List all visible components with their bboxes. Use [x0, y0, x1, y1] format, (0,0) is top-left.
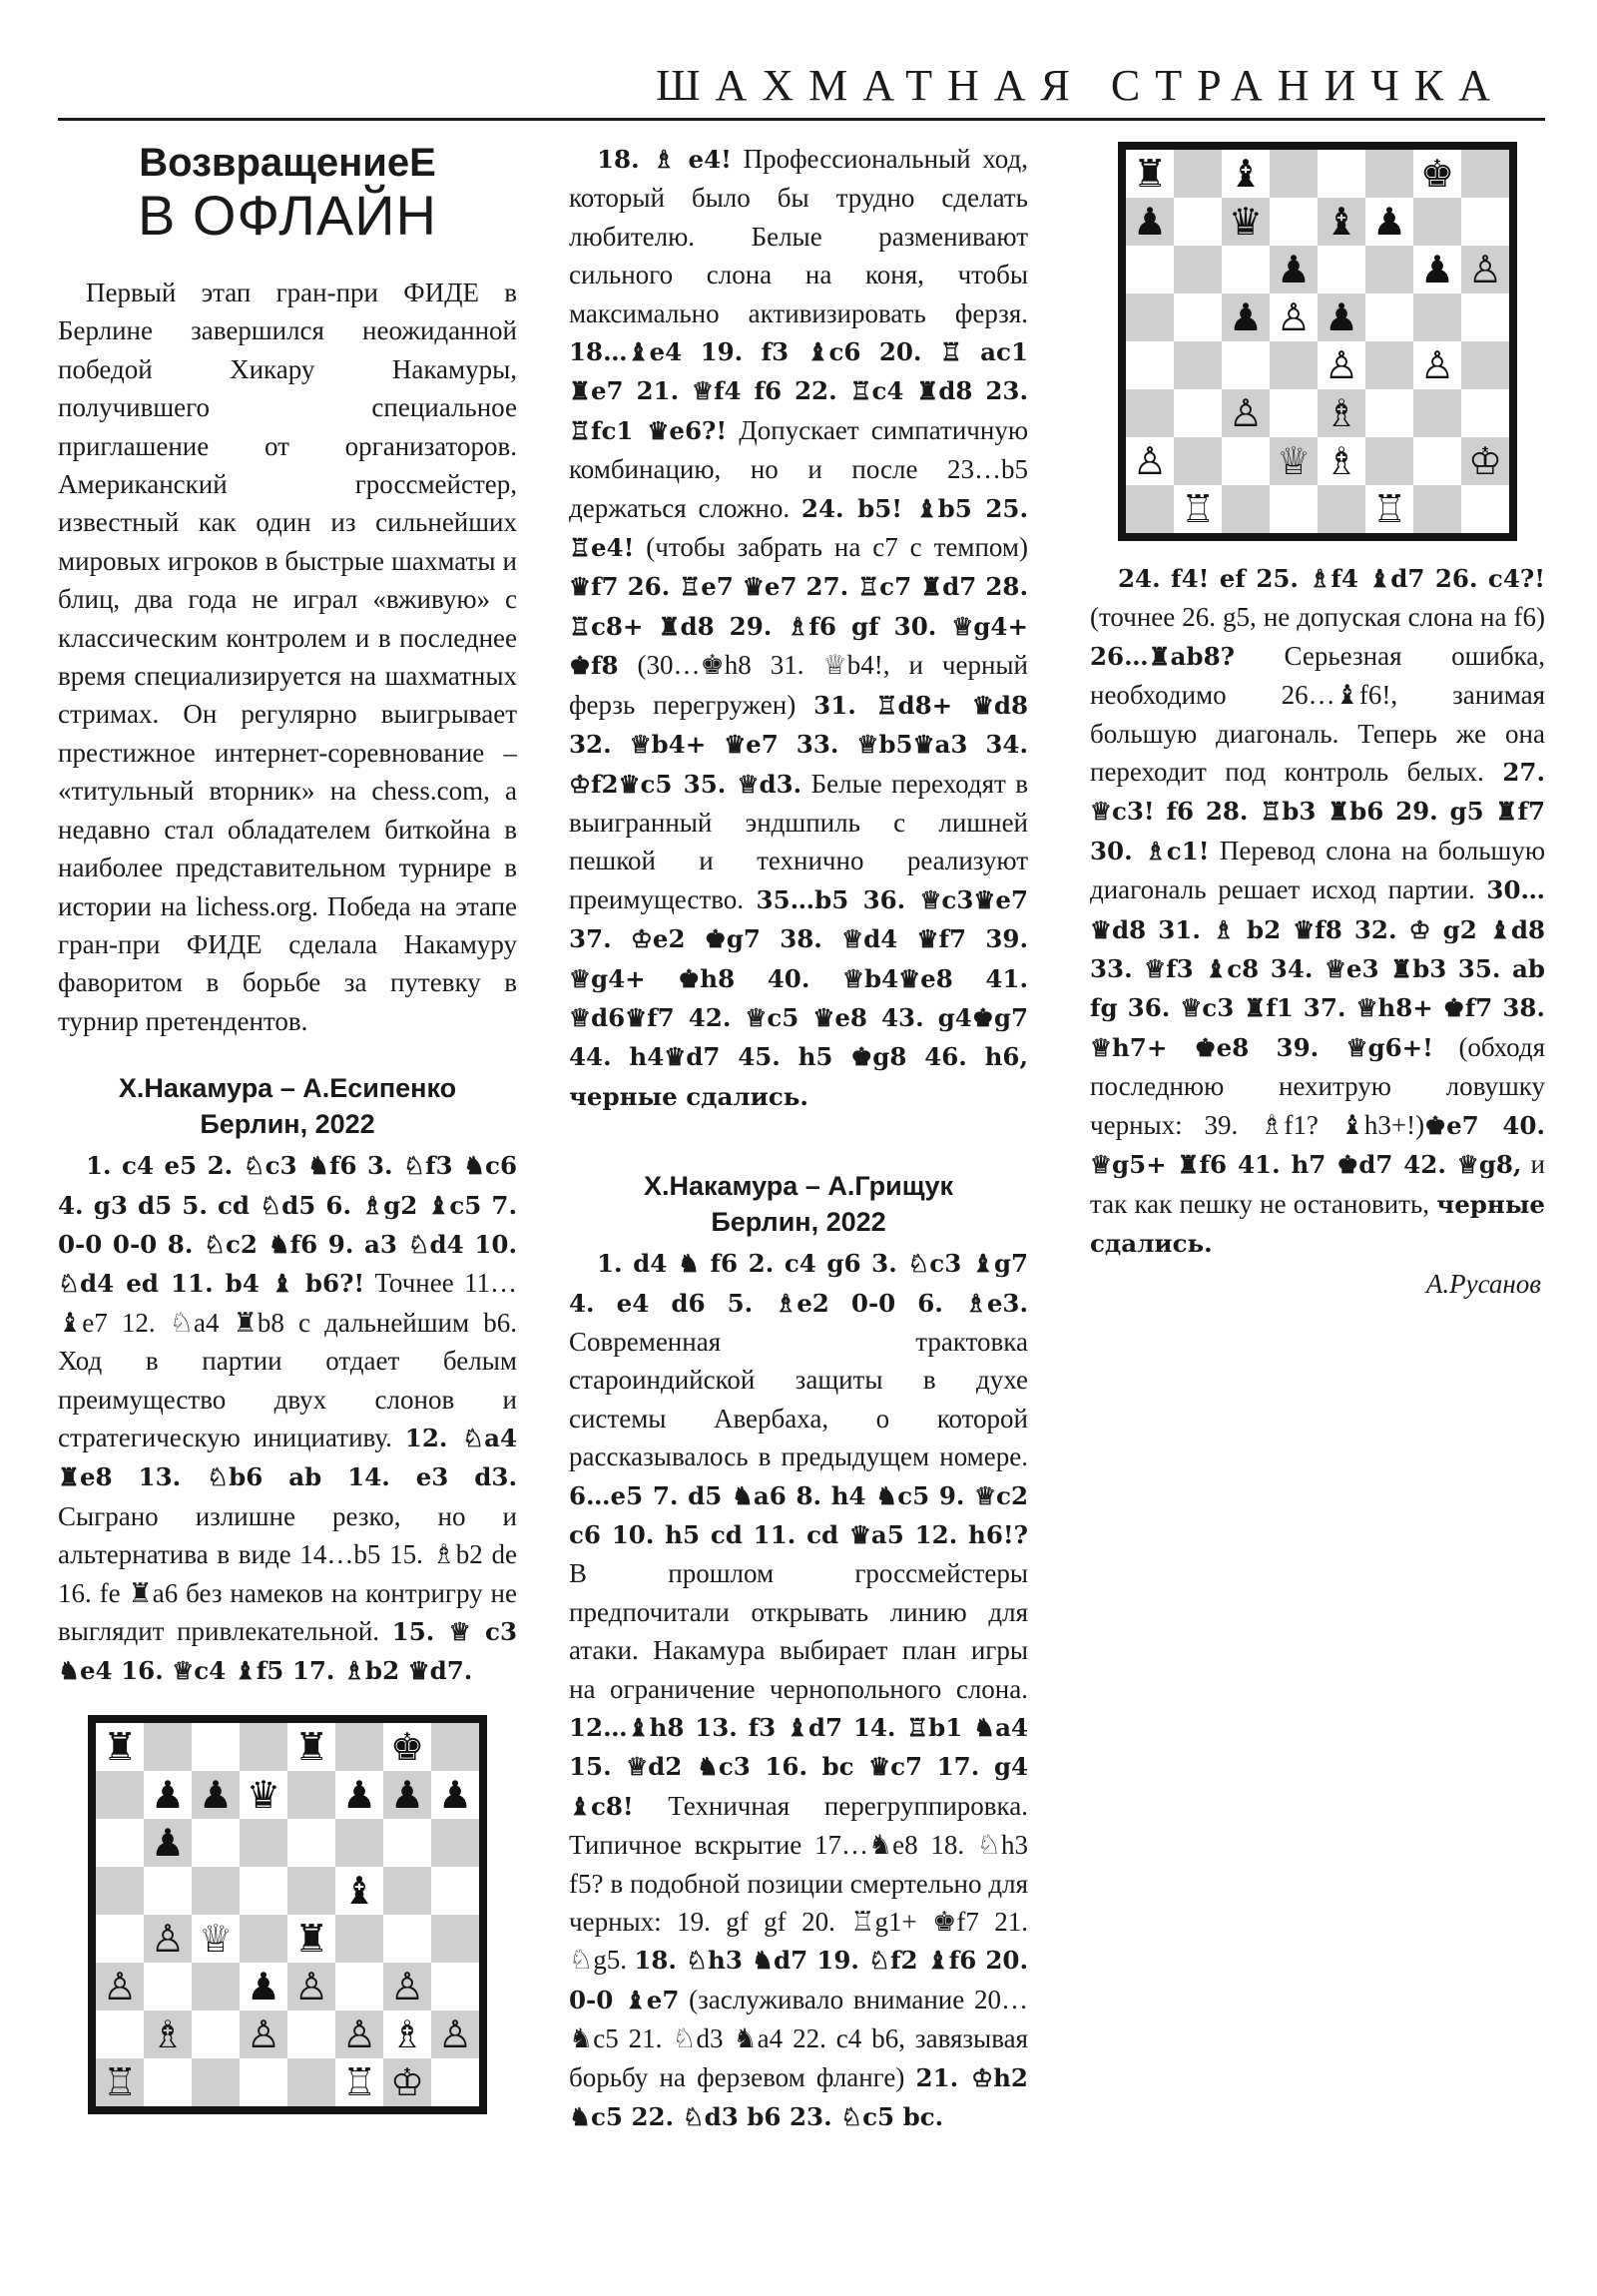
article-headline: В ОФЛАЙН: [138, 184, 437, 247]
board-square: [1126, 389, 1174, 437]
chess-piece: ♖: [1365, 485, 1413, 533]
board-square: [1461, 341, 1509, 389]
board-square: [1318, 150, 1365, 198]
board-square: [287, 2010, 335, 2058]
board-square: [1413, 293, 1461, 341]
move-text: 30…♛d8 31. ♗ b2 ♛f8 32. ♔ g2 ♝d8 33. ♕f3 ♝c8 34. ♕e3 ♜b3 35. ab fg 36. ♕c3 ♜f1 37. ♕h8+ ♚f7 38. ♕h7+ ♚e8 39. ♕g6+!: [1090, 875, 1545, 1062]
comment-text: (обходя последнюю нехитрую ловушку черных: 39. ♗f1? ♝h3+!): [1090, 1031, 1545, 1140]
chess-piece: ♟: [1270, 246, 1318, 293]
move-text: 21. ♔h2 ♞c5 22. ♘d3 b6 23. ♘c5 bc.: [569, 2062, 1028, 2132]
board-square: [431, 1963, 479, 2010]
board-square: [383, 1819, 431, 1867]
chess-piece: ♟: [1318, 293, 1365, 341]
move-text: 6…e5 7. d5 ♞a6 8. h4 ♞c5 9. ♕c2 c6 10. h5 cd 11. cd ♛a5 12. h6!?: [569, 1480, 1028, 1549]
chess-piece: ♜: [96, 1723, 144, 1771]
comment-text: Серьезная ошибка, необходимо 26…♝f6!, занимая большую диагональ. Теперь же она переходит под контроль белых.: [1090, 640, 1545, 788]
board-square: [240, 1819, 287, 1867]
move-text: 18…♝e4 19. f3 ♝c6 20. ♖ ac1 ♜e7 21. ♕f4 f6 22. ♖c4 ♜d8 23. ♖fc1 ♛e6?!: [569, 337, 1028, 445]
board-square: [1413, 485, 1461, 533]
board-square: [144, 2058, 192, 2106]
board-square: [96, 1819, 144, 1867]
board-square: [1318, 485, 1365, 533]
board-square: [240, 1867, 287, 1915]
board-square: [1413, 389, 1461, 437]
board-square: [96, 1771, 144, 1819]
move-text: 24. b5! ♝b5 25. ♖e4!: [569, 493, 1028, 563]
game2-heading: [569, 1168, 1028, 1240]
move-text: 31. ♖d8+ ♛d8 32. ♕b4+ ♛e7 33. ♕b5♛a3 34. ♔f2♛c5 35. ♕d3.: [569, 690, 1028, 799]
chess-piece: ♙: [1461, 246, 1509, 293]
game2-place: Берлин, 2022: [711, 1207, 886, 1238]
chess-piece: ♕: [1270, 437, 1318, 485]
chess-board: [1118, 142, 1517, 541]
move-text: ♚e7 40. ♕g5+ ♜f6 41. h7 ♚d7 42. ♕g8,: [1090, 1110, 1545, 1180]
chess-piece: ♟: [1365, 198, 1413, 246]
chess-piece: ♗: [144, 2010, 192, 2058]
comment-text: (30…♚h8 31. ♕b4!, и черный ферзь перегружен): [569, 650, 1028, 720]
board-square: [240, 1915, 287, 1963]
board-square: [192, 2010, 240, 2058]
move-text: 24. f4! ef 25. ♗f4 ♝d7 26. c4?!: [1118, 564, 1545, 593]
move-text: 1. c4 e5 2. ♘c3 ♞f6 3. ♘f3 ♞c6 4. g3 d5 5. cd ♘d5 6. ♗g2 ♝c5 7. 0-0 0-0 8. ♘c2 ♞f6 9. a3 ♘d4 10. ♘d4 ed 11. b4 ♝ b6?!: [58, 1151, 517, 1299]
game1-continuation: [569, 140, 1028, 1116]
page-header: [58, 58, 1545, 121]
chess-piece: ♖: [1174, 485, 1222, 533]
board-square: [192, 1963, 240, 2010]
board-square: [1461, 389, 1509, 437]
board-square: [1126, 341, 1174, 389]
board-square: [192, 2058, 240, 2106]
chess-piece: ♟: [431, 1771, 479, 1819]
chess-piece: ♙: [383, 1963, 431, 2010]
game2-continuation: [1090, 559, 1545, 1263]
board-square: [1174, 246, 1222, 293]
comment-text: Техничная перегруппировка. Типичное вскрытие 17…♞e8 18. ♘h3 f5? в подобной позиции смертельно для черных: 19. gf gf 20. ♖g1+ ♚f7 21. ♘g5.: [569, 1790, 1028, 1976]
comment-text: и так как пешку не остановить,: [1090, 1149, 1545, 1219]
move-text: 35…b5 36. ♕c3♛e7 37. ♔e2 ♚g7 38. ♕d4 ♛f7 39. ♕g4+ ♚h8 40. ♕b4♛e8 41. ♕d6♛f7 42. ♕c5 ♛e8 43. g4♚g7 44. h4♛d7 45. h5 ♚g8 46. h6, черные сдались.: [569, 884, 1028, 1111]
board-square: [96, 1867, 144, 1915]
board-square: [1365, 150, 1413, 198]
chess-piece: ♙: [1222, 389, 1270, 437]
board-square: [287, 1867, 335, 1915]
move-text: 18. ♘h3 ♞d7 19. ♘f2 ♝f6 20. 0-0 ♝e7: [569, 1946, 1028, 2014]
chess-piece: ♚: [383, 1723, 431, 1771]
intro-text: Первый этап гран-при ФИДЕ в Берлине завершился неожиданной победой Хикару Накамуры, получившего специальное приглашение от организаторов. Американский гроссмейстер, известный как один из сильнейших мировых игроков в быстрые шахматы и блиц, два года не играл «вживую» с классическим контролем и в последнее время специализируется на шахматных стримах. Он регулярно выигрывает престижное интернет-соревнование – «титульный вторник» на chess.com, а недавно стал обладателем биткойна в наиболее представительном турнире в истории на lichess.org. Победа на этапе гран-при ФИДЕ сделала Накамуру фаворитом в борьбе за путевку в турнир претендентов.: [58, 278, 517, 1036]
board-square: [1365, 246, 1413, 293]
chess-piece: ♙: [1126, 437, 1174, 485]
chess-piece: ♛: [240, 1771, 287, 1819]
move-text: 27. ♕c3! f6 28. ♖b3 ♜b6 29. g5 ♜f7 30. ♗c1!: [1090, 758, 1545, 865]
comment-text: Современная трактовка староиндийской защиты в духе системы Авербаха, о которой рассказывалось в предыдущем номере.: [569, 1326, 1028, 1472]
column-1: [58, 140, 517, 2132]
board-square: [431, 1915, 479, 1963]
board-square: [1461, 485, 1509, 533]
chess-piece: ♖: [335, 2058, 383, 2106]
board-square: [1222, 341, 1270, 389]
chess-piece: ♙: [144, 1915, 192, 1963]
chess-piece: ♝: [1318, 198, 1365, 246]
chess-piece: ♗: [1318, 437, 1365, 485]
chess-piece: ♝: [335, 1867, 383, 1915]
chess-piece: ♟: [383, 1771, 431, 1819]
chess-piece: ♙: [96, 1963, 144, 2010]
board-square: [1365, 437, 1413, 485]
comment-text: (чтобы забрать на c7 с темпом): [634, 532, 1028, 563]
board-square: [192, 1723, 240, 1771]
comment-text: Перевод слона на большую диагональ решает исход партии.: [1090, 835, 1545, 905]
chess-board: [88, 1715, 487, 2114]
board-square: [1270, 150, 1318, 198]
board-square: [96, 1915, 144, 1963]
column-3: [1090, 140, 1545, 1304]
move-text: ♛f7 26. ♖e7 ♛e7 27. ♖c7 ♜d7 28. ♖c8+ ♜d8 29. ♗f6 gf 30. ♕g4+ ♚f8: [569, 572, 1028, 681]
chess-piece: ♟: [240, 1963, 287, 2010]
board-square: [1461, 198, 1509, 246]
chess-piece: ♗: [383, 2010, 431, 2058]
board-square: [287, 1771, 335, 1819]
chess-piece: ♕: [192, 1915, 240, 1963]
board-square: [335, 1723, 383, 1771]
board-square: [144, 1867, 192, 1915]
chess-piece: ♔: [1461, 437, 1509, 485]
comment-text: (заслуживало внимание 20…♞c5 21. ♘d3 ♞a4 22. c4 b6, завязывая борьбу на ферзевом фланге): [569, 1984, 1028, 2092]
move-text: черные сдались.: [1090, 1189, 1545, 1258]
board-square: [1174, 150, 1222, 198]
board-square: [1413, 437, 1461, 485]
board-square: [1365, 389, 1413, 437]
board-square: [144, 1963, 192, 2010]
chess-piece: ♟: [1126, 198, 1174, 246]
board-square: [335, 1963, 383, 2010]
board-square: [1270, 198, 1318, 246]
chess-piece: ♛: [1222, 198, 1270, 246]
comment-text: Сыграно излишне резко, но и альтернатива в виде 14…b5 15. ♗b2 de 16. fe ♜a6 без намеков на контригру не выглядит привлекательной.: [58, 1500, 517, 1646]
article-title: [58, 140, 517, 246]
move-text: 15. ♕ c3 ♞e4 16. ♕c4 ♝f5 17. ♗b2 ♛d7.: [58, 1617, 517, 1686]
board-square: [383, 1915, 431, 1963]
board-square: [335, 1819, 383, 1867]
chess-piece: ♖: [96, 2058, 144, 2106]
column-2: [569, 140, 1028, 2137]
board-square: [431, 1723, 479, 1771]
board-square: [240, 1723, 287, 1771]
board-square: [1222, 437, 1270, 485]
chess-piece: ♟: [1413, 246, 1461, 293]
move-text: 12. ♘a4 ♜e8 13. ♘b6 ab 14. e3 d3.: [58, 1423, 517, 1492]
board-square: [287, 2058, 335, 2106]
board-square: [1174, 389, 1222, 437]
chess-piece: ♔: [383, 2058, 431, 2106]
board-square: [1461, 293, 1509, 341]
game1-text: [58, 1146, 517, 1691]
comment-text: Профессиональный ход, который было бы трудно сделать любителю. Белые разменивают сильного слона на коня, чтобы максимально активизировать ферзя.: [569, 144, 1028, 328]
board-square: [240, 2058, 287, 2106]
comment-text: Точнее 11…♝e7 12. ♘a4 ♜b8 с дальнейшим b6. Ход в партии отдает белым преимущество двух слонов и стратегическую инициативу.: [58, 1268, 517, 1452]
section-title: ШАХМАТНАЯ СТРАНИЧКА: [656, 61, 1505, 110]
comment-text: В прошлом гроссмейстеры предпочитали открывать линию для атаки. Накамура выбирает план игры на ограничение чернопольного слона.: [569, 1558, 1028, 1704]
board-square: [1270, 341, 1318, 389]
board-square: [1318, 246, 1365, 293]
chess-piece: ♙: [1413, 341, 1461, 389]
comment-text: Белые переходят в выигранный эндшпиль с лишней пешкой и технично реализуют преимущество.: [569, 768, 1028, 914]
chess-piece: ♜: [1126, 150, 1174, 198]
chess-piece: ♙: [1318, 341, 1365, 389]
chess-piece: ♟: [192, 1771, 240, 1819]
chess-piece: ♟: [144, 1819, 192, 1867]
chess-piece: ♟: [144, 1771, 192, 1819]
chess-piece: ♜: [287, 1915, 335, 1963]
board-square: [1174, 293, 1222, 341]
move-text: 12…♝h8 13. f3 ♝d7 14. ♖b1 ♞a4 15. ♕d2 ♞c3 16. bc ♛c7 17. g4 ♝c8!: [569, 1713, 1028, 1821]
move-text: 18. ♗ e4!: [597, 145, 732, 174]
board-square: [96, 2010, 144, 2058]
board-square: [144, 1723, 192, 1771]
game2-text: [569, 1244, 1028, 2136]
chess-piece: ♙: [431, 2010, 479, 2058]
move-text: 1. d4 ♞ f6 2. c4 g6 3. ♘c3 ♝g7 4. e4 d6 5. ♗e2 0-0 6. ♗e3.: [569, 1249, 1028, 1318]
board-square: [192, 1819, 240, 1867]
board-square: [1222, 246, 1270, 293]
chess-piece: ♙: [240, 2010, 287, 2058]
chess-piece: ♟: [1222, 293, 1270, 341]
board-square: [192, 1867, 240, 1915]
chess-diagram-2: [1118, 142, 1517, 541]
chess-piece: ♙: [1270, 293, 1318, 341]
board-square: [1126, 246, 1174, 293]
board-square: [1270, 389, 1318, 437]
board-square: [1174, 198, 1222, 246]
chess-piece: ♗: [1318, 389, 1365, 437]
move-text: 26…♜ab8?: [1090, 641, 1235, 671]
chess-piece: ♙: [335, 2010, 383, 2058]
board-square: [1174, 341, 1222, 389]
board-square: [1126, 485, 1174, 533]
comment-text: (точнее 26. g5, не допуская слона на f6): [1090, 602, 1545, 633]
board-square: [1174, 437, 1222, 485]
board-square: [1126, 293, 1174, 341]
author-signature: А.Русанов: [1425, 1269, 1541, 1300]
comment-text: Допускает симпатичную комбинацию, но и после 23…b5 держаться сложно.: [569, 414, 1028, 523]
board-square: [431, 1819, 479, 1867]
board-square: [1270, 485, 1318, 533]
chess-piece: ♜: [287, 1723, 335, 1771]
chess-piece: ♝: [1222, 150, 1270, 198]
chess-diagram-1: [88, 1715, 487, 2114]
chess-piece: ♟: [335, 1771, 383, 1819]
board-square: [1413, 198, 1461, 246]
game1-place: Берлин, 2022: [200, 1109, 375, 1140]
article-kicker: ВозвращениеЕ: [139, 141, 436, 185]
game1-players: Х.Накамура – А.Есипенко: [118, 1073, 457, 1104]
board-square: [1365, 293, 1413, 341]
board-square: [431, 2058, 479, 2106]
game1-heading: [58, 1070, 517, 1142]
board-square: [383, 1867, 431, 1915]
game2-players: Х.Накамура – А.Грищук: [643, 1171, 954, 1202]
board-square: [1461, 150, 1509, 198]
chess-piece: ♚: [1413, 150, 1461, 198]
board-square: [1222, 485, 1270, 533]
board-square: [431, 1867, 479, 1915]
chess-piece: ♙: [287, 1963, 335, 2010]
board-square: [335, 1915, 383, 1963]
board-square: [1365, 341, 1413, 389]
board-square: [287, 1819, 335, 1867]
